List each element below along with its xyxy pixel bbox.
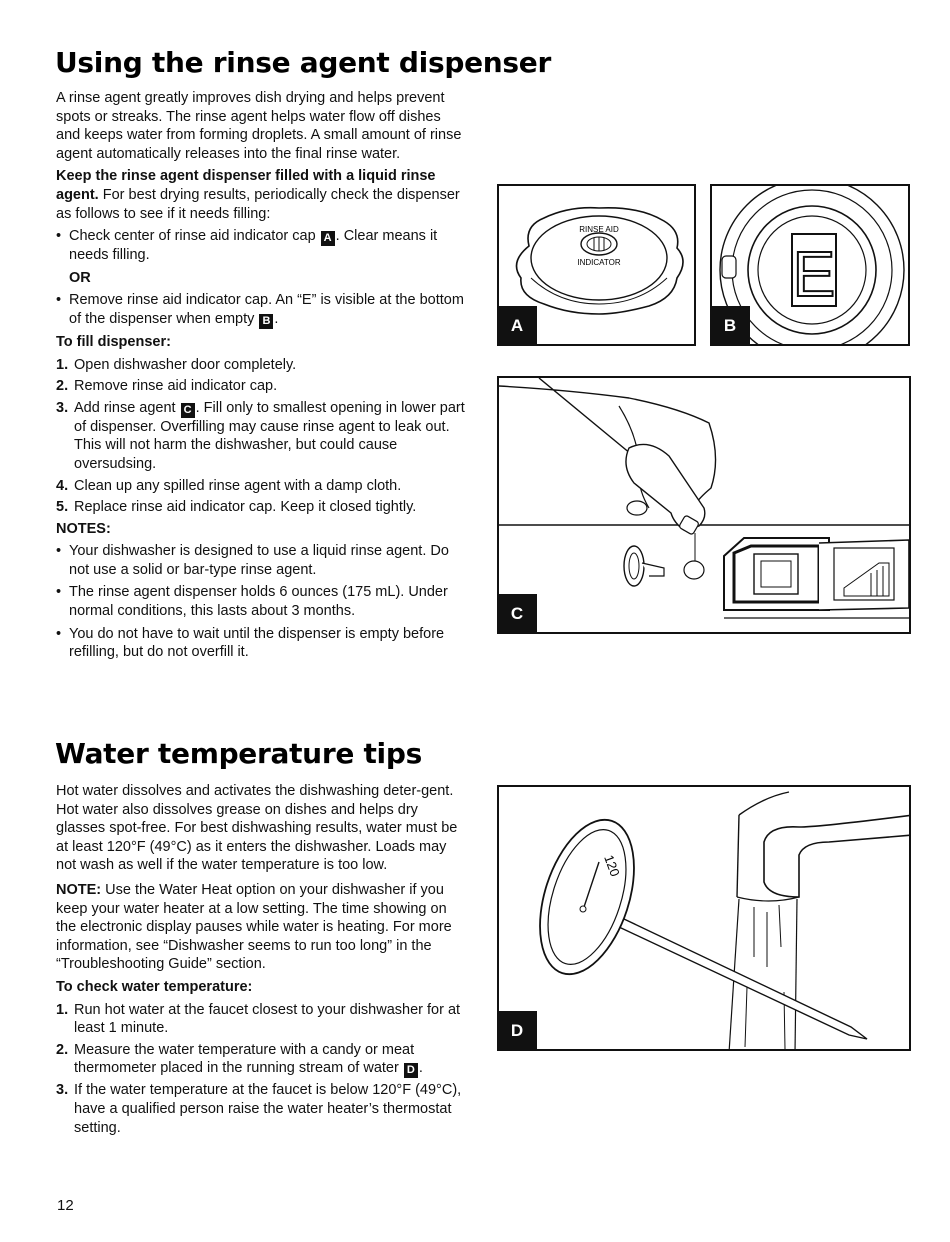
page-number: 12	[57, 1197, 74, 1214]
fill-step	[56, 498, 468, 517]
check-item-cap-text: Check center of rinse aid indicator cap	[69, 228, 320, 245]
step-number: 1.	[56, 1001, 69, 1018]
ref-b-badge: B	[259, 314, 273, 329]
step-text: Clean up any spilled rinse agent with a damp cloth.	[74, 477, 402, 494]
section-title-water-temperature: Water temperature tips	[55, 737, 422, 770]
check-item-cap	[56, 227, 468, 265]
fill-step	[56, 477, 468, 496]
figure-c-add-rinse-agent	[497, 376, 911, 634]
cap-label-top: RINSE AID	[579, 225, 619, 234]
check-item-remove	[56, 291, 468, 329]
step-number: 2.	[56, 378, 69, 395]
step-text: If the water temperature at the faucet is below 120°F (49°C), have a qualified person raise the water heater’s thermostat setting.	[74, 1082, 462, 1136]
step-text-end: .	[418, 1060, 423, 1077]
temp-steps-list	[56, 1001, 468, 1138]
check-list	[56, 227, 468, 265]
thermometer-illustration	[499, 787, 911, 1051]
step-text-end: . Fill only to smallest opening in lower part of dispenser. Overfilling may cause rinse agent to leak out. This will not harm the dishwasher, but could cause oversudsing.	[74, 399, 465, 472]
temp-step	[56, 1001, 468, 1038]
figure-a-label: A	[497, 306, 537, 346]
note-item: • Your dishwasher is designed to use a liquid rinse agent. Do not use a solid or bar-type rinse agent.	[56, 542, 468, 579]
dispenser-letter-e: E	[792, 238, 836, 310]
step-number: 1.	[56, 356, 69, 373]
fill-heading: To fill dispenser:	[56, 333, 171, 350]
rinse-keep-rest: For best drying results, periodically check the dispenser as follows to see if it needs filling:	[56, 186, 460, 222]
fill-step	[56, 399, 468, 474]
or-label: OR	[69, 269, 91, 286]
ref-c-badge: C	[181, 403, 195, 418]
water-note-text: Use the Water Heat option on your dishwasher if you keep your water heater at a low setting. The time showing on the electronic display pauses while water is heating. For more information, see “Dishwasher seems to run too long” in the “Troubleshooting Guide” section.	[56, 881, 452, 973]
pouring-illustration	[499, 378, 911, 634]
fill-steps-list	[56, 356, 468, 517]
step-text: Replace rinse aid indicator cap. Keep it closed tightly.	[74, 499, 417, 516]
ref-d-badge: D	[404, 1063, 418, 1078]
thermometer-mark: 120	[601, 852, 623, 879]
ref-a-badge: A	[321, 231, 335, 246]
figure-d-thermometer	[497, 785, 911, 1051]
cap-label-bottom: INDICATOR	[577, 258, 621, 267]
step-text: Measure the water temperature with a candy or meat thermometer placed in the running stream of water	[74, 1041, 415, 1077]
figure-d-label: D	[497, 1011, 537, 1051]
step-number: 3.	[56, 399, 69, 416]
step-number: 4.	[56, 477, 69, 494]
check-item-remove-end: .	[274, 310, 279, 327]
check-list-2	[56, 291, 468, 329]
figure-b-dispenser-empty	[710, 184, 910, 346]
notes-heading: NOTES:	[56, 520, 111, 537]
note-item: • You do not have to wait until the dispenser is empty before refilling, but do not overfill it.	[56, 625, 468, 662]
figure-b-label: B	[710, 306, 750, 346]
step-text: Add rinse agent	[74, 399, 180, 416]
step-number: 3.	[56, 1082, 69, 1099]
check-temp-heading: To check water temperature:	[56, 978, 253, 995]
rinse-agent-body	[56, 89, 468, 666]
rinse-keep-bold: Keep the rinse agent dispenser filled with a liquid rinse agent.	[56, 168, 436, 203]
step-text: Remove rinse aid indicator cap.	[74, 378, 278, 395]
water-note-label: NOTE:	[56, 881, 102, 898]
temp-step	[56, 1041, 468, 1079]
figure-a-indicator-cap	[497, 184, 696, 346]
fill-step	[56, 356, 468, 375]
rinse-keep-paragraph	[56, 167, 468, 223]
check-item-cap-text-end: . Clear means it needs filling.	[69, 228, 438, 264]
step-number: 2.	[56, 1041, 69, 1058]
rinse-intro: A rinse agent greatly improves dish drying and helps prevent spots or streaks. The rinse agent helps water flow off dishes and keeps water from forming droplets. A small amount of rinse agent automatically releases into the final rinse water.	[56, 90, 462, 162]
notes-list	[56, 542, 468, 662]
step-text: Run hot water at the faucet closest to your dishwasher for at least 1 minute.	[74, 1001, 461, 1037]
fill-step	[56, 377, 468, 396]
temp-step	[56, 1081, 468, 1137]
step-number: 5.	[56, 499, 69, 516]
note-item: • The rinse agent dispenser holds 6 ounces (175 mL). Under normal conditions, this lasts about 3 months.	[56, 583, 468, 620]
figure-c-label: C	[497, 594, 537, 634]
check-item-remove-text: Remove rinse aid indicator cap. An “E” is visible at the bottom of the dispenser when empty	[69, 292, 464, 327]
water-temp-body	[56, 782, 468, 1140]
section-title-rinse-agent: Using the rinse agent dispenser	[55, 46, 551, 79]
step-text: Open dishwasher door completely.	[74, 356, 297, 373]
water-note	[56, 881, 468, 974]
water-intro: Hot water dissolves and activates the dishwashing deter-gent. Hot water also dissolves grease on dishes and helps dry glasses spot-free. For best dishwashing results, water must be at least 120°F (49°C) as it enters the dishwasher. Loads may not wash as well if the water temperature is too low.	[56, 783, 458, 874]
